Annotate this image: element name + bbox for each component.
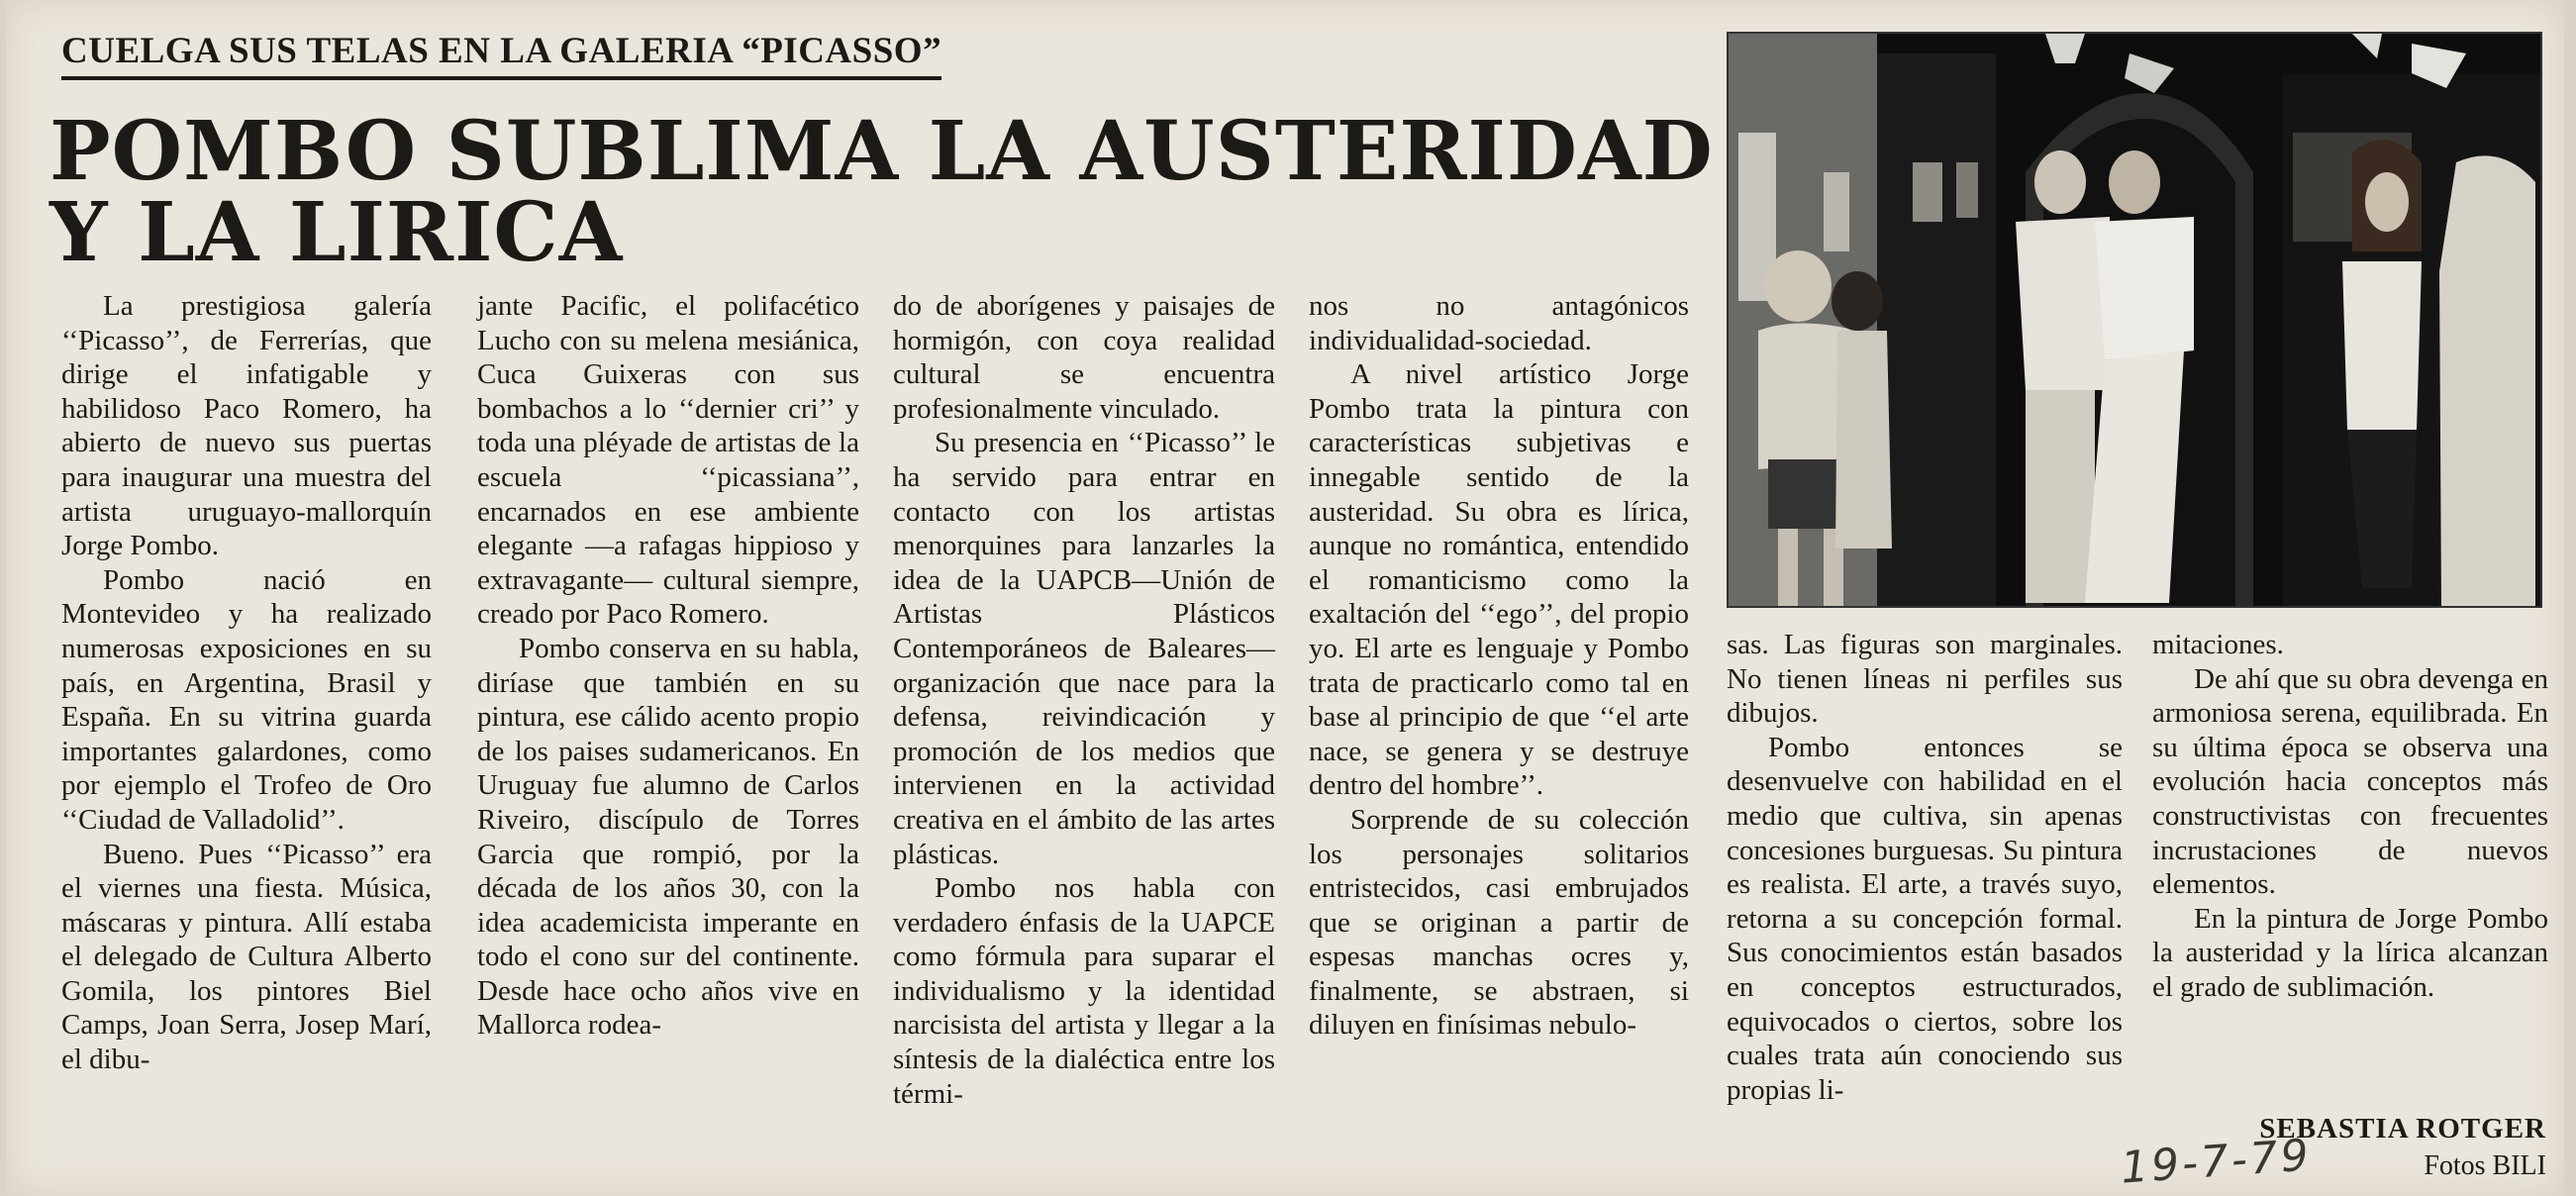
paragraph: Pombo conserva en su habla, diríase que también en su pintura, ese cálido acento propio de los paises sudamericanos. En Uruguay fue alumno de Carlos Riveiro, discípulo de Torres Garcia que rompió, por la década de los años 30, con la idea academicista imperante en todo el cono sur del continente. Desde hace ocho años vive en Mallorca rodea-	[477, 632, 859, 1042]
paragraph: do de aborígenes y paisajes de hormigón, con coya realidad cultural se encuentra profesionalmente vinculado.	[893, 290, 1275, 425]
text-column-2	[477, 289, 859, 1043]
text-column-1	[61, 289, 432, 1077]
paragraph: Pombo entonces se desenvuelve con habilidad en el medio que cultiva, sin apenas concesiones burguesas. Su pintura es realista. El arte, a través suyo, retorna a su concepción formal. Sus conocimientos están basados en conceptos estructurados, equivocados o ciertos, sobre los cuales trata aún conociendo sus propias li-	[1727, 731, 2123, 1106]
paragraph: sas. Las figuras son marginales. No tienen líneas ni perfiles sus dibujos.	[1727, 629, 2123, 730]
photo-credit: Fotos BILI	[2424, 1150, 2546, 1181]
paragraph: Su presencia en ‘‘Picasso’’ le ha servido para entrar en contacto con los artistas menorquines para lanzarles la idea de la UAPCB—Unión de Artistas Plásticos Contemporáneos de Baleares— organización que nace para la defensa, reivindicación y promoción de los medios que intervienen en la actividad creativa en el ámbito de las artes plásticas.	[893, 427, 1275, 870]
paragraph: nos no antagónicos individualidad-sociedad.	[1309, 290, 1689, 356]
text-column-3	[893, 289, 1275, 1111]
paragraph: Pombo nos habla con verdadero énfasis de la UAPCE como fórmula para suparar el individualismo y la identidad narcisista del artista y llegar a la síntesis de la dialéctica entre los térmi-	[893, 872, 1275, 1110]
newspaper-clipping	[6, 0, 2564, 1196]
paragraph: Bueno. Pues ‘‘Picasso’’ era el viernes una fiesta. Música, máscaras y pintura. Allí estaba el delegado de Cultura Alberto Gomila, los pintores Biel Camps, Joan Serra, Josep Marí, el dibu-	[61, 838, 432, 1076]
kicker-headline: CUELGA SUS TELAS EN LA GALERIA “PICASSO”	[61, 30, 941, 80]
text-column-6	[2152, 628, 2548, 1005]
handwritten-date: 19-7-79	[2119, 1130, 2314, 1194]
exhibition-photo	[1727, 32, 2542, 608]
paragraph: La prestigiosa galería ‘‘Picasso’’, de Ferrerías, que dirige el infatigable y habilidoso Paco Romero, ha abierto de nuevo sus puertas para inaugurar una muestra del artista uruguayo-mallorquín Jorge Pombo.	[61, 290, 432, 562]
paragraph: En la pintura de Jorge Pombo la austeridad y la lírica alcanzan el grado de sublimación.	[2152, 902, 2548, 1003]
paragraph: Pombo nació en Montevideo y ha realizado numerosas exposiciones en su país, en Argentina, Brasil y España. En su vitrina guarda importantes galardones, como por ejemplo el Trofeo de Oro ‘‘Ciudad de Valladolid’’.	[61, 563, 432, 836]
text-column-5	[1727, 628, 2123, 1107]
paragraph: mitaciones.	[2152, 629, 2284, 660]
headline-line-1: POMBO SUBLIMA LA AUSTERIDAD	[50, 104, 1714, 199]
paragraph: jante Pacific, el polifacético Lucho con su melena mesiánica, Cuca Guixeras con sus bombachos a lo ‘‘dernier cri’’ y toda una pléyade de artistas de la escuela ‘‘picassiana’’, encarnados en ese ambiente elegante —a rafagas hippioso y extravagante— cultural siempre, creado por Paco Romero.	[477, 290, 859, 631]
byline: SEBASTIA ROTGER	[2259, 1113, 2546, 1145]
photo-illustration	[1729, 34, 2540, 606]
headline	[50, 104, 1733, 280]
headline-line-2: Y LA LIRICA	[50, 185, 624, 280]
paragraph: Sorprende de su colección los personajes solitarios entristecidos, casi embrujados que se originan a partir de espesas manchas ocres y, finalmente, se abstraen, si diluyen en finísimas nebulo-	[1309, 803, 1689, 1042]
paragraph: A nivel artístico Jorge Pombo trata la pintura con características subjetivas e innegable sentido de la austeridad. Su obra es lírica, aunque no romántica, entendido el romanticismo como la exaltación del ‘‘ego’’, del propio yo. El arte es lenguaje y Pombo trata de practicarlo como tal en base al principio de que ‘‘el arte nace, se genera y se destruye dentro del hombre’’.	[1309, 358, 1689, 802]
paragraph: De ahí que su obra devenga en armoniosa serena, equilibrada. En su última época se observa una evolución hacia conceptos más constructivistas con frecuentes incrustaciones de nuevos elementos.	[2152, 662, 2548, 901]
text-column-4	[1309, 289, 1689, 1043]
